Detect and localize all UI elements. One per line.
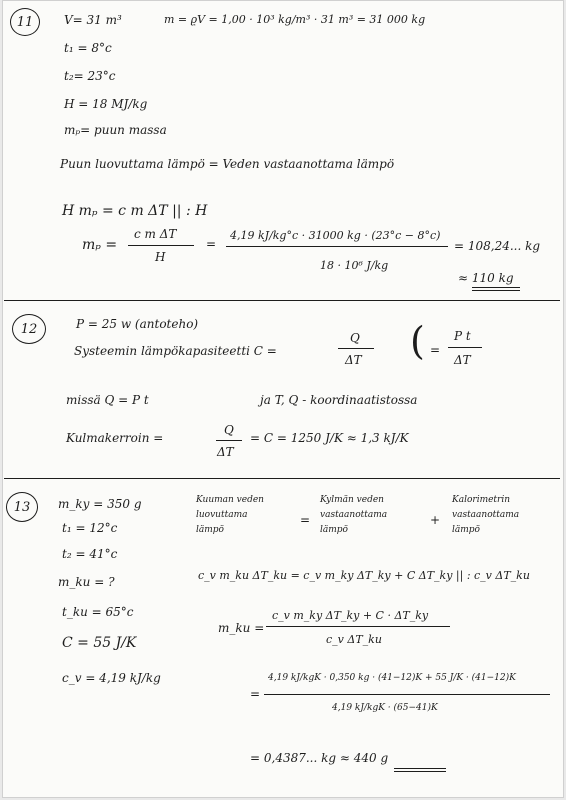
equation-2-lhs: mₚ =	[82, 237, 118, 253]
label-cold-water-3: lämpö	[320, 525, 348, 535]
heat-value-line: H = 18 MJ/kg	[64, 97, 148, 111]
result-exact: = 108,24... kg	[454, 239, 541, 253]
section-divider-2	[4, 478, 560, 479]
cold-water-mass: m_ky = 350 g	[58, 497, 142, 511]
equation-1: H mₚ = c m ΔT || : H	[62, 203, 208, 219]
equation-2-subst-denominator: 18 · 10⁶ J/kg	[320, 259, 389, 272]
result-rounded: ≈ 110 kg	[458, 271, 514, 285]
subst-numerator: 4,19 kJ/kgK · 0,350 kg · (41−12)K + 55 J/K · (41−12)K	[268, 673, 516, 683]
heat-balance-equation: c_v m_ku ΔT_ku = c_v m_ky ΔT_ky + C ΔT_ky || : c_v ΔT_ku	[198, 569, 530, 582]
problem-12-number: 12	[12, 314, 46, 344]
subst-denominator: 4,19 kJ/kgK · (65−41)K	[332, 703, 438, 713]
problem-13-number: 13	[6, 492, 38, 522]
label-cold-water-1: Kylmän veden	[320, 495, 384, 505]
label-calorimeter-2: vastaanottama	[452, 510, 520, 520]
calorimeter-capacity: C = 55 J/K	[62, 635, 137, 651]
volume-line: V= 31 m³	[64, 13, 122, 27]
hot-water-temp: t_ku = 65°c	[62, 605, 134, 619]
slope-denominator: ΔT	[217, 445, 234, 459]
hot-water-mass-unknown: m_ku = ?	[58, 575, 115, 589]
final-underline-2	[394, 771, 446, 772]
slope-numerator: Q	[224, 423, 234, 437]
heat-capacity-text: Systeemin lämpökapasiteetti C =	[74, 344, 277, 358]
equation-2-numerator: c m ΔT	[134, 227, 177, 241]
paren-bar	[448, 347, 482, 348]
label-hot-water-3: lämpö	[196, 525, 224, 535]
slope-bar	[216, 440, 242, 441]
t2-line: t₂= 23°c	[64, 69, 116, 83]
t1-line: t₁ = 8°c	[64, 41, 112, 55]
solve-denominator: c_v ΔT_ku	[326, 633, 382, 646]
subst-fraction-bar	[264, 694, 550, 695]
equation-2-subst-numerator: 4,19 kJ/kg°c · 31000 kg · (23°c − 8°c)	[230, 229, 441, 242]
subst-equals: =	[250, 687, 261, 701]
handwritten-solution-page	[2, 0, 564, 798]
final-underline-1	[394, 768, 446, 769]
problem-11-number: 11	[10, 8, 40, 36]
final-result: = 0,4387... kg ≈ 440 g	[250, 751, 389, 765]
slope-result: = C = 1250 J/K ≈ 1,3 kJ/K	[250, 431, 409, 445]
final-temp: t₂ = 41°c	[62, 547, 118, 561]
paren-equals: =	[430, 343, 441, 357]
missa-line: missä Q = P t	[66, 393, 149, 407]
result-underline-2	[472, 290, 520, 291]
power-line: P = 25 w (antoteho)	[76, 317, 199, 331]
initial-temp: t₁ = 12°c	[62, 521, 118, 535]
coordinates-line: ja T, Q - koordinaatistossa	[260, 393, 418, 407]
labels-equals: =	[300, 513, 311, 527]
label-hot-water-1: Kuuman veden	[196, 495, 264, 505]
label-cold-water-2: vastaanottama	[320, 510, 388, 520]
paren-denominator: ΔT	[454, 353, 471, 367]
heat-capacity-numerator: Q	[350, 331, 360, 345]
specific-heat: c_v = 4,19 kJ/kg	[62, 671, 161, 685]
mass-calculation: m = ϱV = 1,00 · 10³ kg/m³ · 31 m³ = 31 000 kg	[164, 13, 426, 26]
labels-plus: +	[430, 513, 441, 527]
paren-numerator: P t	[454, 329, 471, 343]
equation-2-subst-bar	[226, 246, 448, 247]
heat-capacity-bar	[338, 348, 374, 349]
equation-2-fraction-bar	[128, 245, 194, 246]
section-divider-1	[4, 300, 560, 301]
wood-mass-line: mₚ= puun massa	[64, 123, 167, 137]
energy-balance-statement: Puun luovuttama lämpö = Veden vastaanottama lämpö	[60, 157, 395, 171]
open-parenthesis: (	[410, 319, 425, 363]
result-underline-1	[472, 287, 520, 288]
solve-numerator: c_v m_ky ΔT_ky + C · ΔT_ky	[272, 609, 429, 622]
slope-text: Kulmakerroin =	[66, 431, 164, 445]
solve-fraction-bar	[266, 626, 450, 627]
label-calorimeter-1: Kalorimetrin	[452, 495, 511, 505]
solve-lhs: m_ku =	[218, 621, 265, 635]
equation-2-denominator: H	[155, 250, 166, 264]
heat-capacity-denominator: ΔT	[345, 353, 362, 367]
equation-2-equals: =	[206, 237, 217, 251]
label-calorimeter-3: lämpö	[452, 525, 480, 535]
label-hot-water-2: luovuttama	[196, 510, 248, 520]
